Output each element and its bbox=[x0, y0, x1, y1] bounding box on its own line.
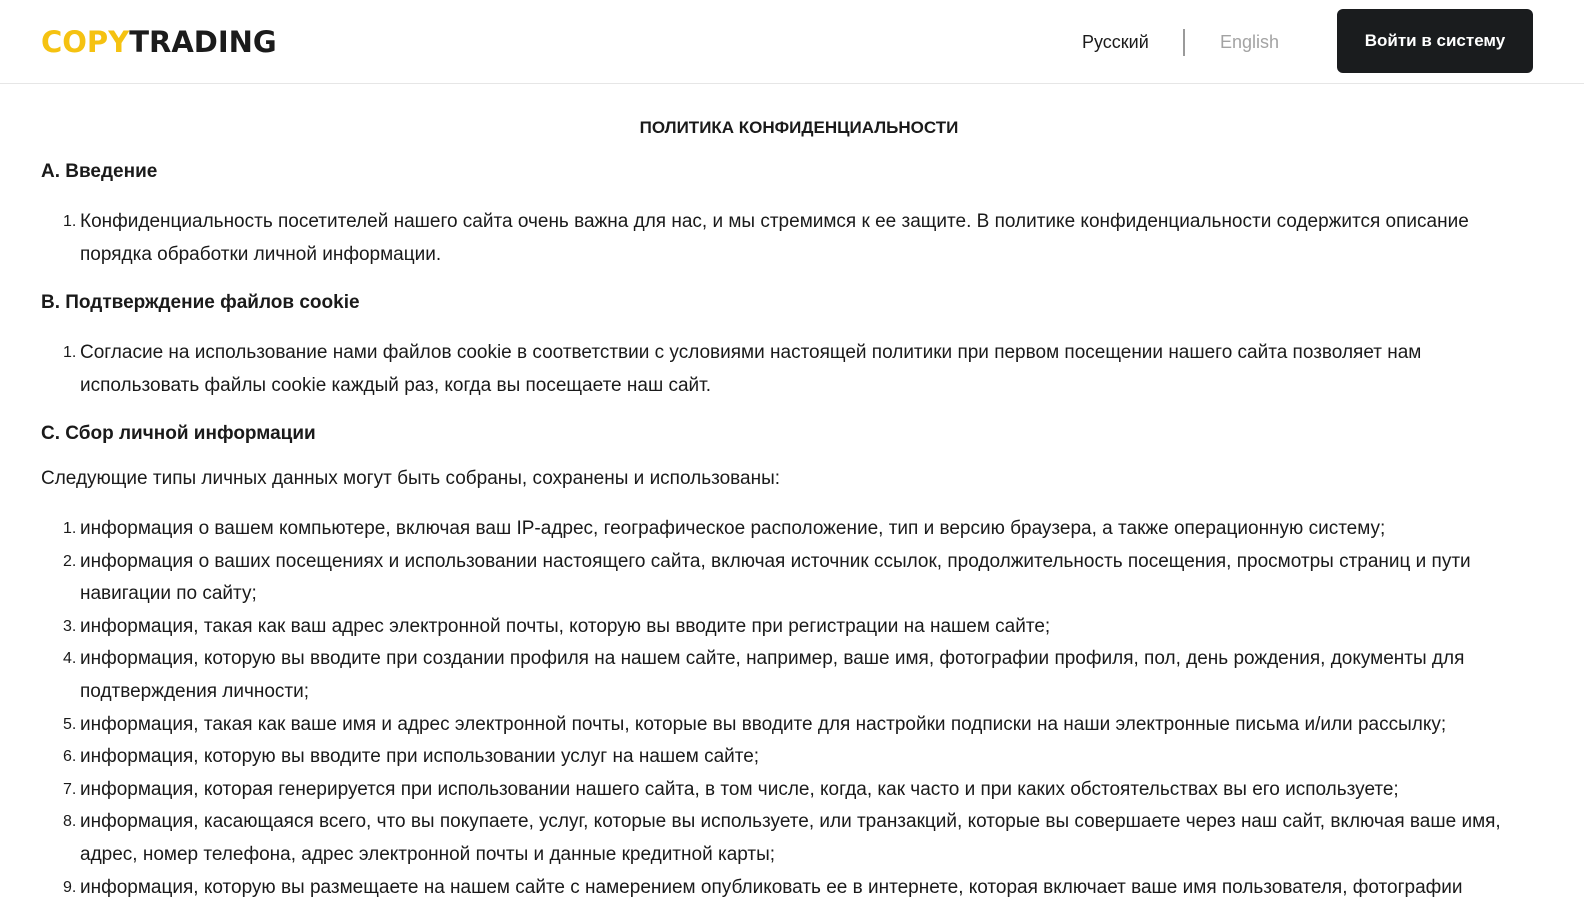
section-heading-introduction: A. Введение bbox=[41, 161, 158, 182]
list-item-number: 8. bbox=[63, 813, 77, 831]
logo-copy-text: COPY bbox=[41, 25, 130, 59]
copytrading-logo[interactable] bbox=[41, 24, 277, 60]
list-item bbox=[41, 643, 1541, 708]
language-russian-link[interactable]: Русский bbox=[1082, 32, 1149, 52]
list-item-number: 1. bbox=[63, 344, 77, 361]
cookies-list bbox=[41, 337, 1541, 402]
list-item bbox=[41, 337, 1541, 402]
list-item-number: 6. bbox=[63, 748, 77, 766]
list-item bbox=[41, 709, 1541, 742]
list-item bbox=[41, 806, 1541, 871]
logo-trading-text: TRADING bbox=[129, 25, 277, 59]
list-item bbox=[41, 774, 1541, 807]
language-divider bbox=[1183, 29, 1185, 56]
list-item-number: 1. bbox=[63, 520, 77, 537]
list-item bbox=[41, 206, 1541, 271]
list-item-text: Согласие на использование нами файлов cookie в соответствии с условиями настоящей политики при первом посещении нашего сайта позволяет нам использовать файлы cookie каждый раз, когда вы посещаете наш сайт. bbox=[80, 342, 1422, 396]
list-item-text: информация, которую вы вводите при создании профиля на нашем сайте, например, ваше имя, фотографии профиля, пол, день рождения, документы для подтверждения личности; bbox=[80, 648, 1465, 702]
personal-data-list bbox=[41, 513, 1541, 904]
list-item bbox=[41, 611, 1541, 644]
list-item-number: 5. bbox=[63, 715, 77, 733]
site-header bbox=[0, 0, 1584, 84]
list-item-text: информация, такая как ваш адрес электронной почты, которую вы вводите при регистрации на нашем сайте; bbox=[80, 615, 1051, 637]
list-item bbox=[41, 513, 1541, 546]
list-item-text: информация, которую вы вводите при использовании услуг на нашем сайте; bbox=[80, 746, 760, 768]
personal-data-intro: Следующие типы личных данных могут быть собраны, сохранены и использованы: bbox=[41, 468, 781, 489]
list-item-number: 7. bbox=[63, 780, 77, 798]
list-item bbox=[41, 741, 1541, 774]
language-english-link[interactable]: English bbox=[1220, 32, 1280, 52]
list-item-text: информация, такая как ваше имя и адрес электронной почты, которые вы вводите для настройки подписки на наши электронные письма и/или рассылку; bbox=[80, 713, 1447, 735]
list-item-number: 2. bbox=[63, 552, 77, 570]
list-item-number: 4. bbox=[63, 650, 77, 668]
introduction-list bbox=[41, 206, 1541, 271]
list-item-text: информация о ваших посещениях и использовании настоящего сайта, включая источник ссылок, продолжительность посещения, просмотры страниц и пути навигации по сайту; bbox=[80, 550, 1471, 605]
list-item-text: информация, которую вы размещаете на нашем сайте с намерением опубликовать ее в интернете, которая включает ваше имя пользователя, фотографии bbox=[80, 876, 1463, 898]
login-button[interactable]: Войти в систему bbox=[1337, 9, 1533, 73]
section-heading-cookies: B. Подтверждение файлов cookie bbox=[41, 292, 360, 313]
list-item-number: 3. bbox=[63, 617, 77, 635]
list-item bbox=[41, 872, 1541, 905]
list-item-text: Конфиденциальность посетителей нашего сайта очень важна для нас, и мы стремимся к ее защите. В политике конфиденциальности содержится описание порядка обработки личной информации. bbox=[80, 211, 1469, 265]
list-item-number: 1. bbox=[63, 213, 77, 230]
list-item bbox=[41, 546, 1541, 611]
list-item-text: информация о вашем компьютере, включая ваш IP-адрес, географическое расположение, тип и версию браузера, а также операционную систему; bbox=[80, 518, 1386, 539]
section-heading-personal-data: C. Сбор личной информации bbox=[41, 423, 316, 444]
list-item-text: информация, которая генерируется при использовании нашего сайта, в том числе, когда, как часто и при каких обстоятельствах вы его используете; bbox=[80, 778, 1399, 800]
list-item-number: 9. bbox=[63, 878, 77, 896]
document-title: ПОЛИТИКА КОНФИДЕНЦИАЛЬНОСТИ bbox=[639, 118, 959, 137]
list-item-text: информация, касающаяся всего, что вы покупаете, услуг, которые вы используете, или транзакций, которые вы совершаете через наш сайт, включая ваше имя, адрес, номер телефона, адрес электронной почты и данные кредитной карты; bbox=[80, 811, 1501, 865]
